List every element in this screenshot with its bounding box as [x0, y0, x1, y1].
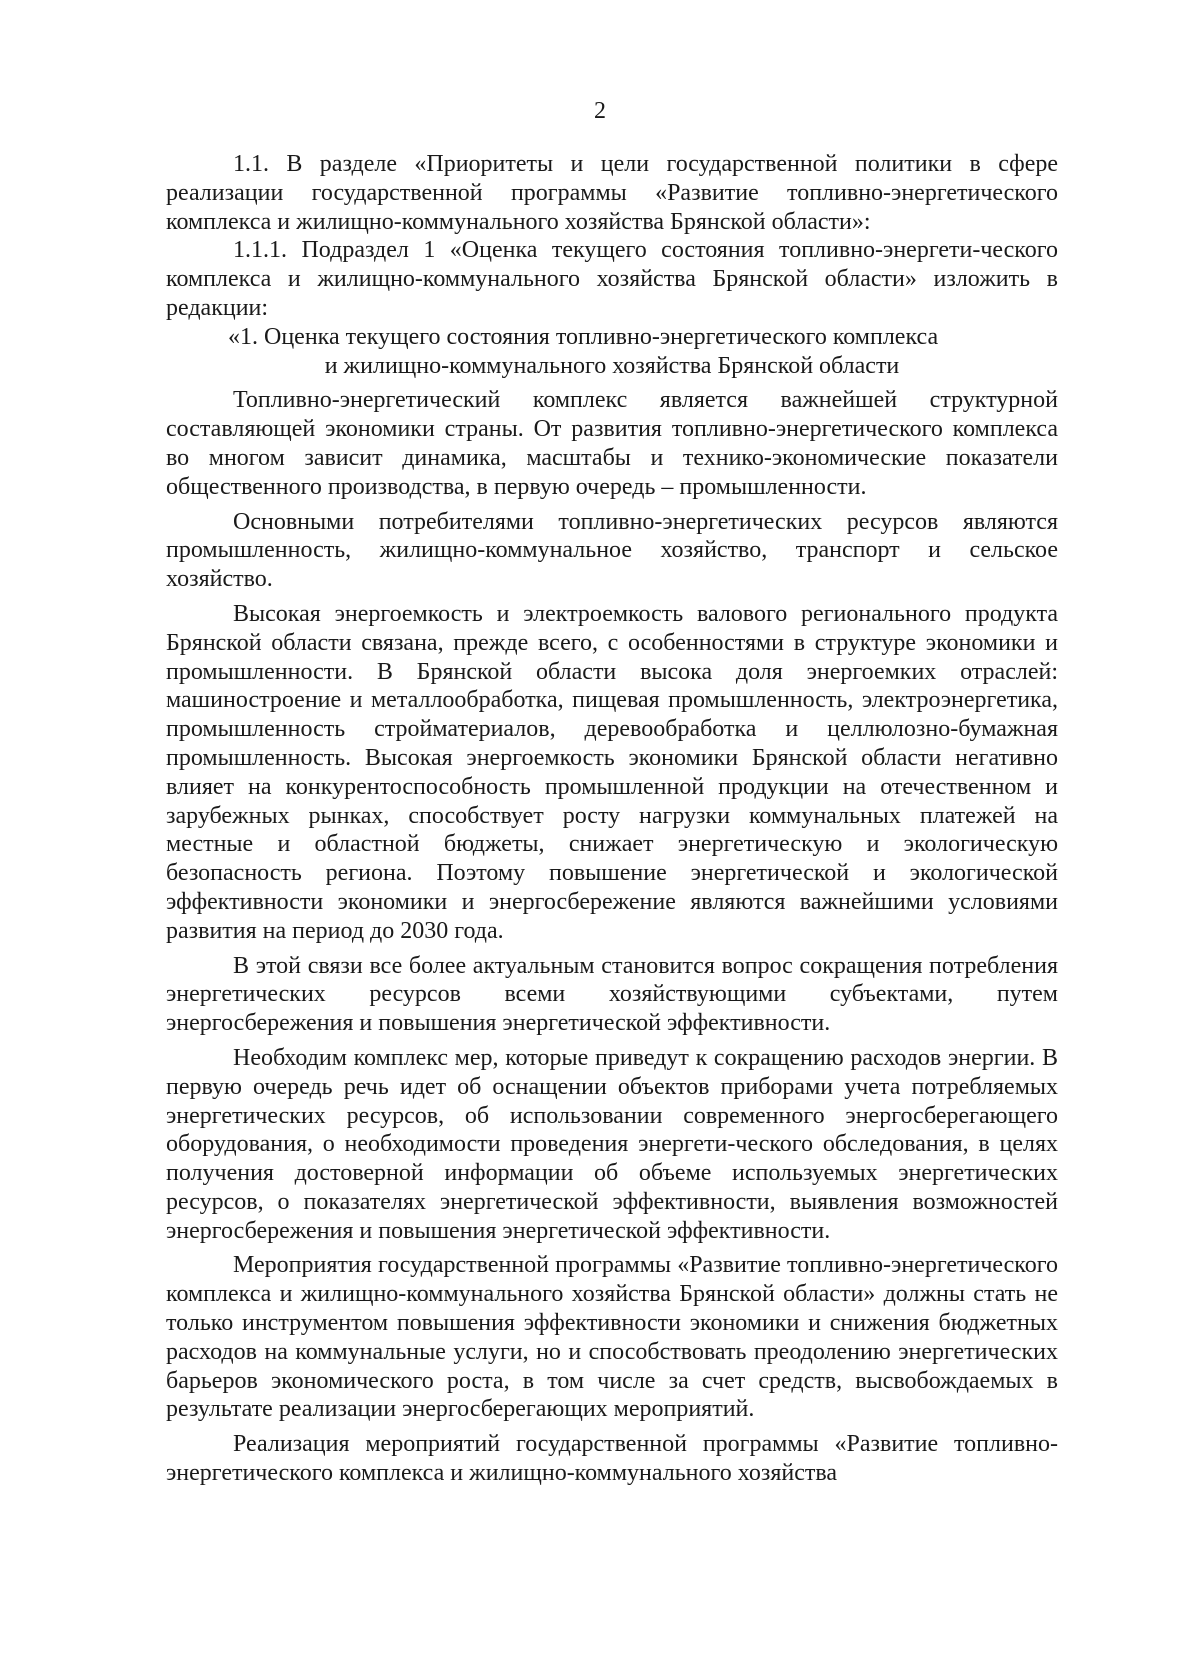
section-heading [166, 323, 1058, 381]
section-heading-line-2: и жилищно-коммунального хозяйства Брянской области [324, 352, 900, 379]
document-body [166, 150, 1058, 1488]
body-paragraph: Необходим комплекс мер, которые приведут к сокращению расходов энергии. В первую очередь речь идет об оснащении объектов приборами учета потребляемых энергетических ресурсов, об использовании современного энергосберегающего оборудования, о необходимости проведения энергети-ческого обследования, в целях получения достоверной информации об объеме используемых энергетических ресурсов, о показателях энергетической эффективности, выявления возможностей энергосбережения и повышения энергетической эффективности. [166, 1044, 1058, 1244]
body-paragraph: Высокая энергоемкость и электроемкость валового регионального продукта Брянской области связана, прежде всего, с особенностями в структуре экономики и промышленности. В Брянской области высока доля энергоемких отраслей: машиностроение и металлообработка, пищевая промышленность, электроэнергетика, промышленность стройматериалов, деревообработка и целлюлозно-бумажная промышленность. Высокая энергоемкость экономики Брянской области негативно влияет на конкурентоспособность промышленной продукции на отечественном и зарубежных рынках, способствует росту нагрузки коммунальных платежей на местные и областной бюджеты, снижает энергетическую и экологическую безопасность региона. Поэтому повышение энергетической и экологической эффективности экономики и энергосбережение являются важнейшими условиями развития на период до 2030 года. [166, 600, 1058, 944]
body-paragraph: В этой связи все более актуальным становится вопрос сокращения потребления энергетических ресурсов всеми хозяйствующими субъектами, путем энергосбережения и повышения энергетической эффективности. [166, 952, 1058, 1037]
section-heading-line-1: «1. Оценка текущего состояния топливно-энергетического комплекса [228, 323, 939, 350]
paragraph-1-1-1: 1.1.1. Подраздел 1 «Оценка текущего состояния топливно-энергети-ческого комплекса и жилищно-коммунального хозяйства Брянской области» изложить в редакции: [166, 237, 1058, 321]
page-number: 2 [594, 98, 606, 124]
body-paragraph: Основными потребителями топливно-энергетических ресурсов являются промышленность, жилищно-коммунальное хозяйство, транспорт и сельское хозяйство. [166, 508, 1058, 593]
paragraph-1-1: 1.1. В разделе «Приоритеты и цели государственной политики в сфере реализации государственной программы «Развитие топливно-энергетического комплекса и жилищно-коммунального хозяйства Брянской области»: [166, 151, 1058, 235]
body-paragraph: Мероприятия государственной программы «Развитие топливно-энергетического комплекса и жилищно-коммунального хозяйства Брянской области» должны стать не только инструментом повышения эффективности экономики и снижения бюджетных расходов на коммунальные услуги, но и способствовать преодолению энергетических барьеров экономического роста, в том числе за счет средств, высвобождаемых в результате реализации энергосберегающих мероприятий. [166, 1252, 1058, 1423]
body-paragraph: Реализация мероприятий государственной программы «Развитие топливно-энергетического комплекса и жилищно-коммунального хозяйства [166, 1431, 1058, 1487]
body-paragraph: Топливно-энергетический комплекс является важнейшей структурной составляющей экономики страны. От развития топливно-энергетического комплекса во многом зависит динамика, масштабы и технико-экономические показатели общественного производства, в первую очередь – промышленности. [166, 387, 1058, 500]
